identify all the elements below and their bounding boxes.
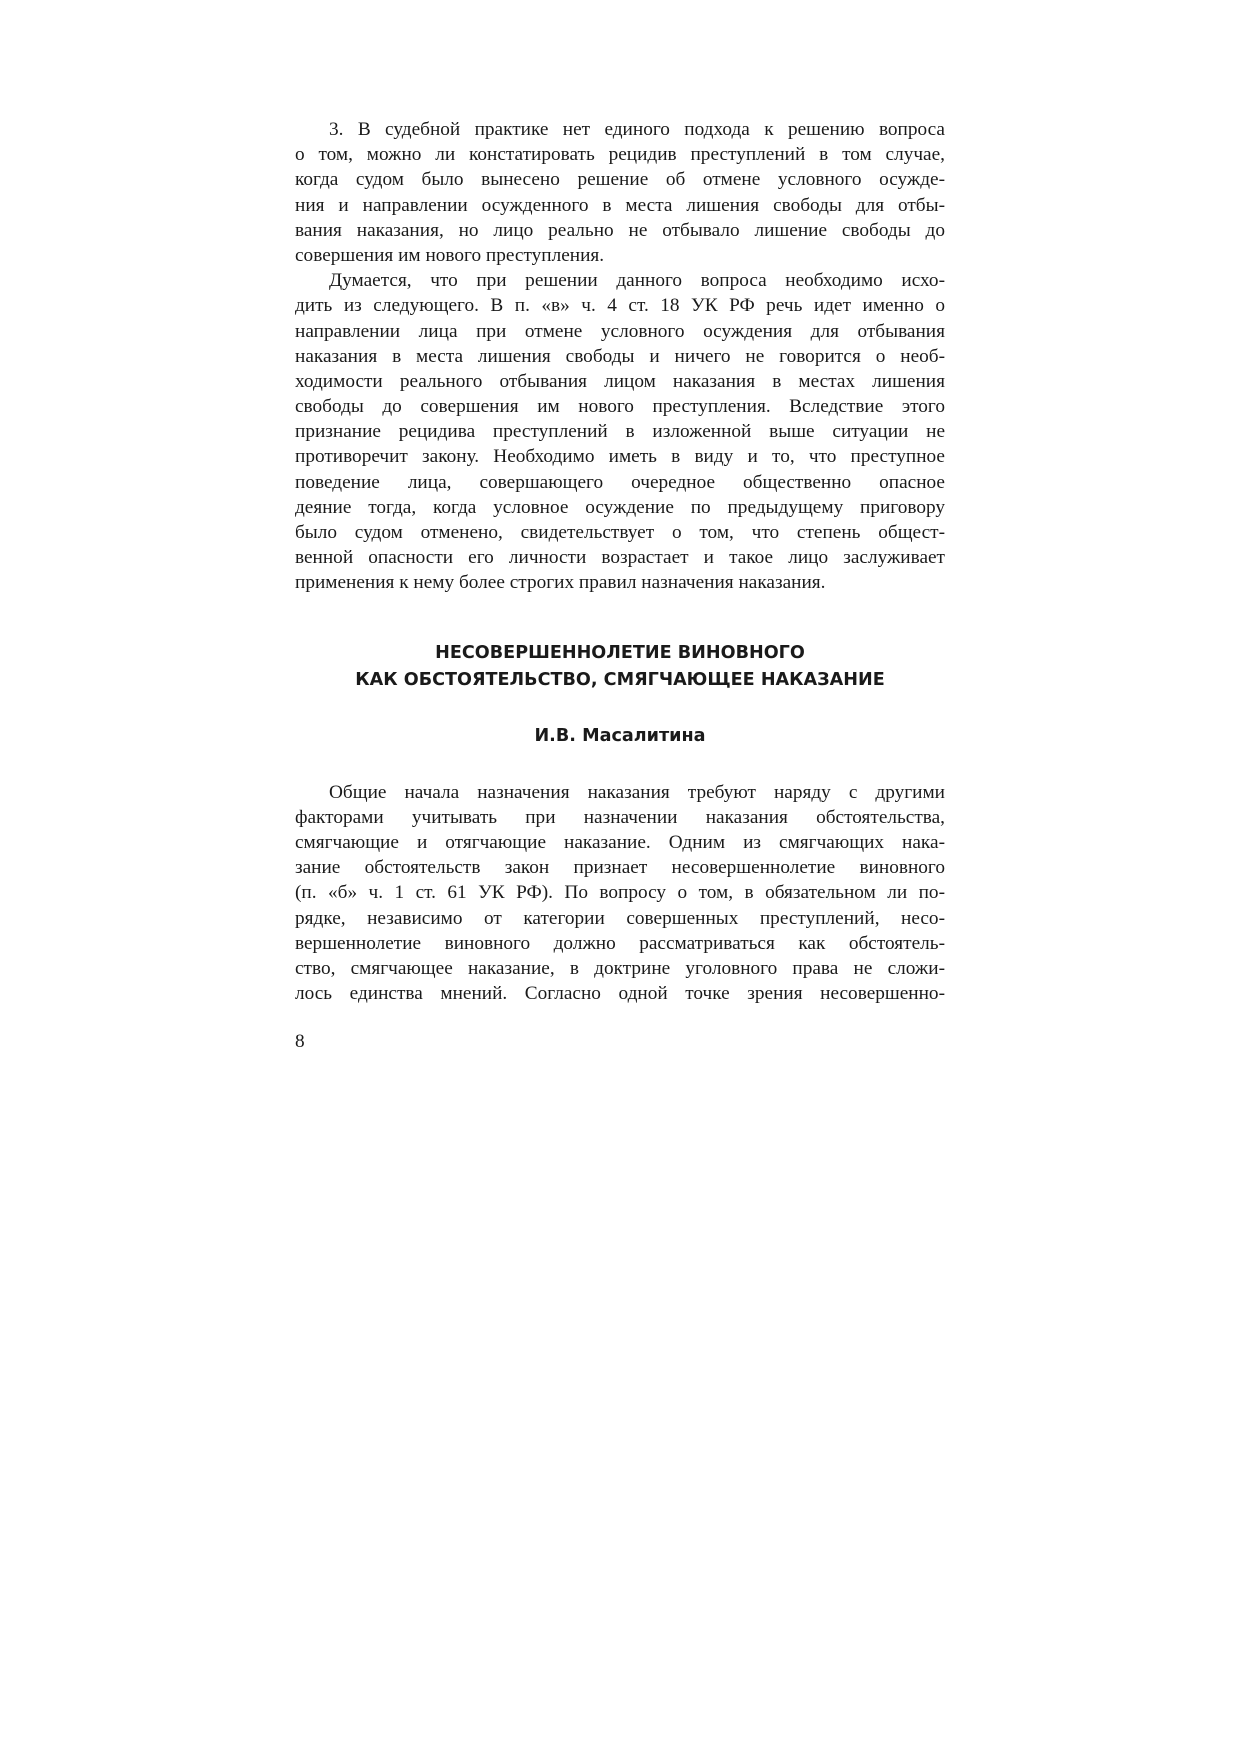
text-line: поведение лица, совершающего очередное общественно опасное bbox=[295, 471, 945, 493]
text-line: вершеннолетие виновного должно рассматриваться как обстоятель- bbox=[295, 932, 945, 954]
text-line: наказания в места лишения свободы и ничего не говорится о необ- bbox=[295, 345, 945, 367]
text-line: (п. «б» ч. 1 ст. 61 УК РФ). По вопросу о том, в обязательном ли по- bbox=[295, 882, 945, 904]
paragraph-3 bbox=[295, 780, 945, 1007]
paragraph-2 bbox=[295, 268, 945, 595]
text-line: смягчающие и отягчающие наказание. Одним из смягчающих нака- bbox=[295, 831, 945, 853]
text-line: совершения им нового преступления. bbox=[295, 244, 605, 266]
text-line: факторами учитывать при назначении наказания обстоятельства, bbox=[295, 806, 945, 828]
text-line: когда судом было вынесено решение об отмене условного осужде- bbox=[295, 169, 945, 191]
author-name: И.В. Масалитина bbox=[534, 725, 706, 746]
text-line: рядке, независимо от категории совершенных преступлений, несо- bbox=[295, 907, 945, 929]
paragraph-1 bbox=[295, 117, 945, 268]
text-line: противоречит закону. Необходимо иметь в виду и то, что преступное bbox=[295, 446, 945, 468]
text-line: ство, смягчающее наказание, в доктрине уголовного права не сложи- bbox=[295, 957, 945, 979]
text-line: 3. В судебной практике нет единого подхода к решению вопроса bbox=[329, 119, 945, 140]
title-line: НЕСОВЕРШЕННОЛЕТИЕ ВИНОВНОГО bbox=[435, 642, 805, 663]
text-line: лось единства мнений. Согласно одной точке зрения несовершенно- bbox=[295, 983, 945, 1005]
text-line: вания наказания, но лицо реально не отбывало лишение свободы до bbox=[295, 219, 945, 241]
text-line: применения к нему более строгих правил назначения наказания. bbox=[295, 572, 826, 594]
text-line: ходимости реального отбывания лицом наказания в местах лишения bbox=[295, 370, 945, 392]
page-content bbox=[295, 117, 945, 1006]
text-line: Общие начала назначения наказания требуют наряду с другими bbox=[329, 781, 945, 803]
text-line: о том, можно ли констатировать рецидив преступлений в том случае, bbox=[295, 144, 945, 166]
text-line: признание рецидива преступлений в изложенной выше ситуации не bbox=[295, 421, 945, 443]
text-line: деяние тогда, когда условное осуждение по предыдущему приговору bbox=[295, 496, 945, 518]
text-line: венной опасности его личности возрастает и такое лицо заслуживает bbox=[295, 547, 945, 569]
text-line: дить из следующего. В п. «в» ч. 4 ст. 18 УК РФ речь идет именно о bbox=[295, 295, 945, 317]
text-line: направлении лица при отмене условного осуждения для отбывания bbox=[295, 320, 945, 342]
text-line: свободы до совершения им нового преступления. Вследствие этого bbox=[295, 396, 945, 418]
text-line: ния и направлении осужденного в места лишения свободы для отбы- bbox=[295, 194, 945, 216]
article-title bbox=[295, 640, 945, 694]
text-line: Думается, что при решении данного вопроса необходимо исхо- bbox=[329, 270, 945, 292]
text-line: было судом отменено, свидетельствует о том, что степень общест- bbox=[295, 522, 945, 543]
page-number: 8 bbox=[295, 1031, 305, 1052]
title-line: КАК ОБСТОЯТЕЛЬСТВО, СМЯГЧАЮЩЕЕ НАКАЗАНИЕ bbox=[355, 669, 885, 690]
text-line: зание обстоятельств закон признает несовершеннолетие виновного bbox=[295, 857, 945, 879]
